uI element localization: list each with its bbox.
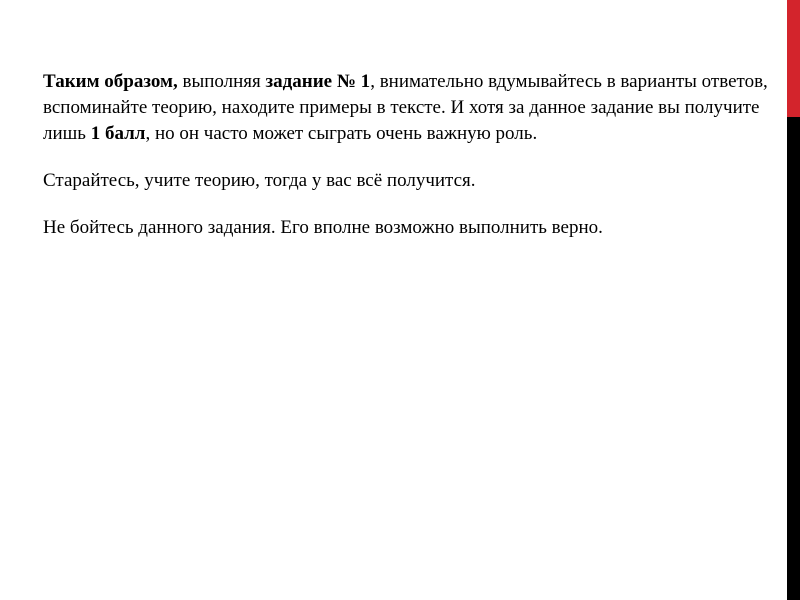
paragraph-advice (43, 168, 773, 194)
paragraph-conclusion (43, 69, 773, 147)
paragraph-conclusion-text: , внимательно вдумывайтесь в варианты ответов, вспоминайте теорию, находите примеры в тексте. И хотя за данное задание вы получите лишь (43, 71, 768, 144)
paragraph-encouragement (43, 215, 773, 241)
red-accent-segment (787, 0, 800, 117)
slide-body (43, 69, 773, 241)
black-accent-segment (787, 117, 800, 600)
paragraph-encouragement-text: Не бойтесь данного задания. Его вполне возможно выполнить верно. (43, 217, 603, 238)
right-accent-bar (787, 0, 800, 600)
score-bold: 1 балл (90, 123, 146, 144)
paragraph-conclusion-bold-lead: Таким образом, (43, 71, 178, 92)
paragraph-conclusion-text: выполняя (177, 71, 266, 92)
paragraph-conclusion-text: , но он часто может сыграть очень важную роль. (145, 123, 538, 144)
task-number-bold: задание № 1 (265, 71, 371, 92)
paragraph-advice-text: Старайтесь, учите теорию, тогда у вас всё получится. (43, 170, 476, 191)
